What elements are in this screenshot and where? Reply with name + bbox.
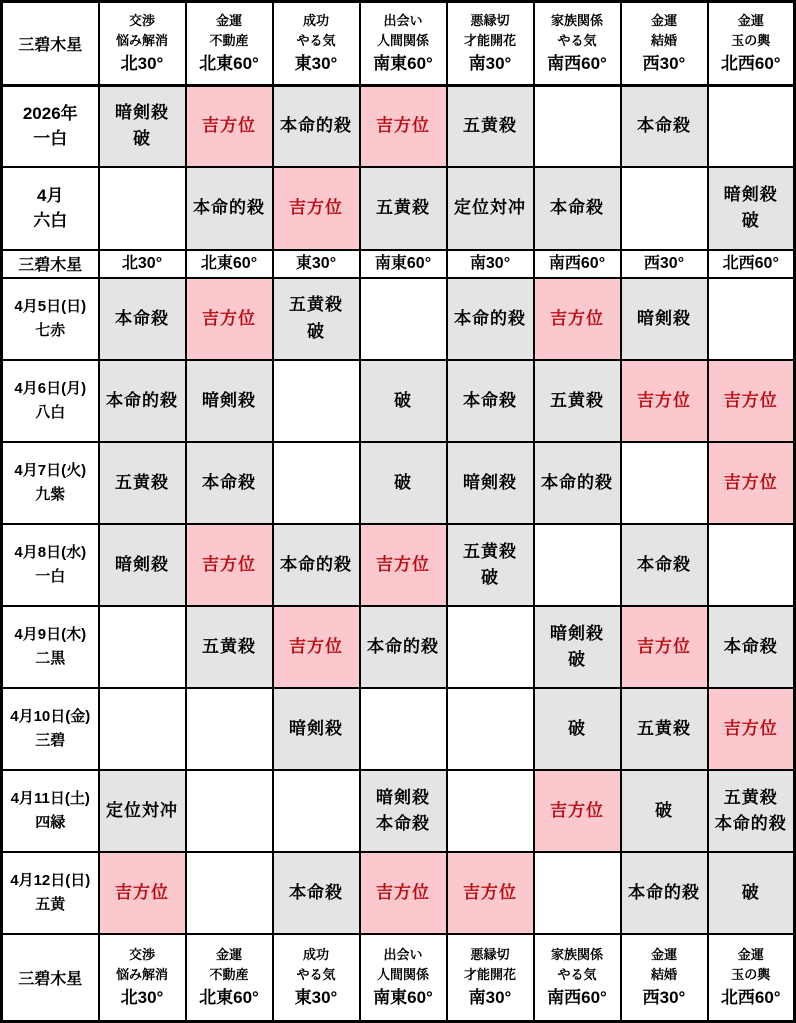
column-purpose: 成功: [302, 13, 329, 28]
fortune-cell: [99, 688, 186, 770]
direction-header-cell: [186, 250, 273, 278]
fortune-cell: [273, 688, 360, 770]
fortune-text: 五黄殺: [463, 116, 517, 136]
fortune-cell: [273, 770, 360, 852]
fortune-cell: [99, 770, 186, 852]
star-label-cell: [2, 934, 99, 1021]
fortune-cell: [534, 688, 621, 770]
row-label-date: 4月7日(火): [14, 461, 87, 479]
column-direction: 北西60°: [720, 54, 781, 74]
star-label: 三碧木星: [18, 971, 83, 989]
fortune-cell: [534, 167, 621, 250]
column-purpose: 不動産: [209, 967, 249, 983]
fortune-text: 本命的殺: [541, 472, 613, 492]
fortune-text: 破: [741, 883, 760, 903]
row-label-date: 4月9日(木): [14, 626, 87, 644]
column-purpose: 交渉: [128, 13, 155, 28]
column-purpose: 才能開花: [463, 967, 516, 983]
fortune-cell: [534, 278, 621, 360]
lucky-direction-text: 吉方位: [376, 554, 430, 574]
direction-label: 南東60°: [374, 254, 432, 272]
fortune-text: 破: [481, 568, 499, 588]
row-label-cell: [2, 167, 99, 250]
column-purpose: 才能開花: [463, 33, 516, 49]
column-purpose: やる気: [557, 33, 597, 49]
fortune-cell: [99, 86, 186, 167]
column-purpose: 金運: [737, 947, 764, 963]
column-purpose: 家族関係: [550, 947, 603, 963]
fortune-text: 本命的殺: [454, 308, 526, 328]
fortune-cell: [621, 770, 708, 852]
fortune-cell: [273, 278, 360, 360]
fortune-cell: [447, 442, 534, 524]
lucky-direction-text: 吉方位: [376, 883, 430, 903]
fortune-cell: [621, 688, 708, 770]
fortune-cell: [186, 278, 273, 360]
column-header-cell: [534, 934, 621, 1021]
fortune-cell: [708, 360, 795, 442]
lucky-direction-text: 吉方位: [202, 554, 256, 574]
fortune-text: 本命殺: [723, 636, 778, 656]
fortune-text: 本命的殺: [106, 390, 178, 410]
direction-label: 西30°: [643, 254, 685, 272]
table-row: [2, 688, 795, 770]
row-label-star: 五黄: [35, 896, 66, 914]
row-label-cell: [2, 606, 99, 688]
lucky-direction-text: 吉方位: [202, 116, 256, 136]
fortune-cell: [447, 360, 534, 442]
row-label-date: 4月8日(水): [14, 544, 87, 562]
fortune-cell: [534, 524, 621, 606]
fortune-text: 破: [394, 472, 412, 492]
row-label-star: 八白: [35, 403, 66, 421]
fortune-text: 本命的殺: [714, 814, 787, 834]
direction-label: 北西60°: [722, 254, 779, 272]
table-row: [2, 167, 795, 250]
row-label-star: 六白: [33, 211, 68, 231]
fortune-cell: [99, 360, 186, 442]
lucky-direction-text: 吉方位: [463, 883, 517, 903]
column-purpose: 出会い: [383, 13, 423, 28]
column-direction: 南西60°: [547, 988, 607, 1008]
fortune-cell: [186, 606, 273, 688]
column-direction: 南30°: [468, 54, 512, 74]
fortune-cell: [621, 606, 708, 688]
fortune-text: 五黄殺: [115, 472, 169, 492]
row-label-star: 一白: [33, 129, 68, 149]
footer-row: [2, 934, 795, 1021]
column-direction: 南30°: [468, 988, 512, 1008]
lucky-direction-text: 吉方位: [723, 390, 778, 410]
column-direction: 北30°: [120, 988, 164, 1008]
column-direction: 北東60°: [199, 988, 259, 1008]
column-header-cell: [273, 934, 360, 1021]
fortune-cell: [360, 86, 447, 167]
row-label-cell: [2, 770, 99, 852]
table-row: [2, 442, 795, 524]
column-purpose: やる気: [296, 33, 336, 49]
fortune-cell: [621, 86, 708, 167]
direction-label: 東30°: [295, 254, 337, 272]
lucky-direction-text: 吉方位: [115, 883, 169, 903]
fortune-cell: [273, 442, 360, 524]
column-purpose: 玉の輿: [731, 967, 771, 983]
row-label-cell: [2, 688, 99, 770]
fortune-cell: [360, 278, 447, 360]
fortune-cell: [360, 606, 447, 688]
column-purpose: 金運: [737, 13, 764, 28]
lucky-direction-text: 吉方位: [637, 636, 691, 656]
fortune-cell: [99, 167, 186, 250]
fortune-cell: [186, 442, 273, 524]
fortune-text: 暗剣殺: [115, 103, 169, 123]
column-header-cell: [99, 934, 186, 1021]
fortune-text: 本命的殺: [367, 636, 439, 656]
column-purpose: 交渉: [128, 947, 155, 963]
star-label: 三碧木星: [18, 257, 83, 275]
fortune-cell: [534, 770, 621, 852]
column-purpose: 結婚: [650, 967, 677, 983]
direction-header-cell: [534, 250, 621, 278]
column-direction: 西30°: [642, 54, 686, 74]
fortune-text: 定位対冲: [106, 801, 178, 821]
fortune-cell: [186, 86, 273, 167]
fortune-text: 破: [394, 390, 412, 410]
fortune-cell: [708, 442, 795, 524]
column-purpose: 結婚: [650, 33, 677, 49]
lucky-direction-text: 吉方位: [289, 198, 343, 218]
fortune-cell: [273, 606, 360, 688]
table-row: [2, 852, 795, 934]
fortune-cell: [708, 86, 795, 167]
column-header-cell: [708, 934, 795, 1021]
fortune-cell: [99, 442, 186, 524]
fortune-text: 破: [568, 719, 586, 738]
fortune-text: 破: [568, 650, 586, 670]
fortune-text: 五黄殺: [202, 636, 256, 656]
fortune-cell: [273, 167, 360, 250]
fortune-cell: [621, 167, 708, 250]
fortune-cell: [621, 278, 708, 360]
lucky-direction-text: 吉方位: [723, 472, 778, 492]
fortune-cell: [360, 524, 447, 606]
column-direction: 北30°: [120, 54, 164, 74]
row-label-cell: [2, 442, 99, 524]
column-purpose: やる気: [296, 967, 336, 983]
fortune-cell: [360, 360, 447, 442]
direction-header-cell: [447, 250, 534, 278]
lucky-direction-text: 吉方位: [637, 390, 691, 410]
row-label-date: 4月10日(金): [10, 708, 91, 726]
fortune-text: 破: [133, 129, 151, 149]
column-header-cell: [621, 934, 708, 1021]
row-label-star: 四緑: [35, 814, 66, 832]
column-purpose: 人間関係: [376, 967, 429, 983]
column-direction: 北東60°: [199, 54, 259, 74]
lucky-direction-text: 吉方位: [202, 308, 256, 328]
fortune-cell: [99, 278, 186, 360]
fortune-text: 暗剣殺: [289, 719, 343, 738]
column-direction: 南東60°: [373, 54, 433, 74]
fortune-cell: [708, 278, 795, 360]
column-header-cell: [360, 934, 447, 1021]
row-label-date: 4月11日(土): [10, 790, 90, 808]
header-row: [2, 2, 795, 86]
direction-header-cell: [360, 250, 447, 278]
fortune-cell: [708, 524, 795, 606]
column-header-cell: [621, 2, 708, 86]
lucky-direction-text: 吉方位: [289, 636, 343, 656]
column-direction: 南西60°: [547, 54, 607, 74]
row-label-star: 九紫: [35, 485, 66, 503]
fortune-cell: [273, 360, 360, 442]
fortune-text: 本命殺: [637, 554, 691, 574]
fortune-text: 五黄殺: [723, 787, 778, 807]
column-purpose: 悩み解消: [115, 967, 168, 983]
column-direction: 西30°: [642, 988, 686, 1008]
fortune-text: 本命的殺: [280, 116, 352, 136]
column-purpose: 悪縁切: [470, 13, 510, 28]
fortune-cell: [360, 167, 447, 250]
fortune-text: 本命的殺: [628, 883, 700, 903]
fortune-text: 五黄殺: [463, 541, 517, 561]
fortune-cell: [708, 167, 795, 250]
fortune-cell: [447, 770, 534, 852]
fortune-text: 本命的殺: [280, 554, 352, 574]
direction-label: 南30°: [469, 254, 511, 272]
fortune-text: 暗剣殺: [376, 787, 430, 807]
fortune-cell: [360, 688, 447, 770]
column-purpose: 金運: [650, 13, 677, 28]
fortune-text: 本命殺: [637, 116, 691, 136]
row-label-cell: [2, 86, 99, 167]
fortune-text: 暗剣殺: [550, 623, 604, 643]
fortune-cell: [534, 442, 621, 524]
table-row: [2, 86, 795, 167]
column-header-cell: [273, 2, 360, 86]
direction-label: 北30°: [121, 254, 163, 272]
row-label-cell: [2, 852, 99, 934]
fortune-text: 破: [655, 801, 673, 821]
direction-header-cell: [99, 250, 186, 278]
lucky-direction-text: 吉方位: [550, 801, 604, 821]
column-header-cell: [447, 2, 534, 86]
fortune-text: 五黄殺: [376, 198, 430, 218]
star-label-cell: [2, 2, 99, 86]
column-purpose: 不動産: [209, 33, 249, 49]
fortune-cell: [534, 606, 621, 688]
fortune-text: 五黄殺: [289, 295, 343, 315]
direction-header-cell: [708, 250, 795, 278]
fortune-text: 本命殺: [289, 883, 343, 903]
fortune-text: 本命殺: [463, 390, 517, 410]
column-header-cell: [186, 2, 273, 86]
row-label-date: 4月6日(月): [14, 379, 87, 397]
column-purpose: 玉の輿: [731, 33, 771, 49]
fortune-text: 五黄殺: [550, 390, 604, 410]
lucky-direction-text: 吉方位: [550, 308, 604, 328]
table-row: [2, 278, 795, 360]
fortune-cell: [186, 852, 273, 934]
mid-header-row: [2, 250, 795, 278]
row-label-star: 一白: [35, 568, 66, 586]
column-purpose: 金運: [215, 13, 242, 28]
column-header-cell: [534, 2, 621, 86]
fortune-text: 暗剣殺: [202, 390, 256, 410]
star-label: 三碧木星: [18, 37, 83, 55]
fortune-text: 暗剣殺: [115, 554, 169, 574]
row-label-date: 4月12日(日): [10, 872, 91, 890]
fortune-cell: [186, 524, 273, 606]
direction-label: 南西60°: [548, 254, 606, 272]
fortune-cell: [186, 360, 273, 442]
fortune-text: 破: [741, 211, 760, 231]
row-label-star: 三碧: [35, 732, 66, 750]
fortune-cell: [447, 167, 534, 250]
column-header-cell: [708, 2, 795, 86]
fortune-cell: [621, 442, 708, 524]
column-purpose: 出会い: [383, 947, 423, 963]
table-row: [2, 770, 795, 852]
table-row: [2, 524, 795, 606]
column-header-cell: [186, 934, 273, 1021]
star-label-cell: [2, 250, 99, 278]
fortune-cell: [708, 852, 795, 934]
fortune-text: 暗剣殺: [723, 184, 778, 204]
fortune-cell: [447, 606, 534, 688]
column-purpose: 悪縁切: [470, 947, 510, 963]
column-purpose: 悩み解消: [115, 33, 168, 49]
column-direction: 北西60°: [720, 988, 781, 1008]
direction-header-cell: [273, 250, 360, 278]
fortune-table-body: [2, 2, 795, 1022]
fortune-text: 本命殺: [202, 472, 256, 492]
fortune-cell: [273, 86, 360, 167]
fortune-cell: [708, 770, 795, 852]
fortune-cell: [534, 360, 621, 442]
fortune-text: 本命的殺: [193, 198, 265, 218]
column-header-cell: [360, 2, 447, 86]
row-label-star: 二黒: [35, 650, 66, 668]
column-purpose: 金運: [215, 947, 242, 963]
row-label-cell: [2, 524, 99, 606]
fortune-cell: [360, 770, 447, 852]
column-purpose: 家族関係: [550, 13, 603, 28]
fortune-cell: [186, 688, 273, 770]
fortune-cell: [273, 852, 360, 934]
fortune-cell: [447, 86, 534, 167]
column-purpose: 金運: [650, 947, 677, 963]
fortune-cell: [273, 524, 360, 606]
fortune-cell: [360, 442, 447, 524]
fortune-cell: [621, 852, 708, 934]
fortune-text: 破: [307, 321, 325, 341]
fortune-text: 定位対冲: [454, 198, 526, 218]
fortune-cell: [99, 606, 186, 688]
table-row: [2, 606, 795, 688]
fortune-cell: [99, 852, 186, 934]
row-label-star: 七赤: [35, 321, 66, 339]
row-label-date: 4月5日(日): [14, 297, 87, 315]
column-purpose: 人間関係: [376, 33, 429, 49]
fortune-cell: [99, 524, 186, 606]
fortune-cell: [621, 524, 708, 606]
fortune-cell: [186, 167, 273, 250]
fortune-cell: [447, 524, 534, 606]
lucky-direction-text: 吉方位: [723, 719, 778, 738]
column-direction: 東30°: [294, 54, 338, 74]
column-direction: 南東60°: [373, 988, 433, 1008]
fortune-cell: [534, 86, 621, 167]
column-header-cell: [99, 2, 186, 86]
column-purpose: やる気: [557, 967, 597, 983]
fortune-cell: [447, 852, 534, 934]
column-purpose: 成功: [302, 947, 329, 963]
fortune-text: 暗剣殺: [637, 308, 691, 328]
fortune-cell: [186, 770, 273, 852]
fortune-cell: [534, 852, 621, 934]
fortune-cell: [708, 688, 795, 770]
fortune-text: 本命殺: [115, 308, 169, 328]
row-label-date: 2026年: [22, 103, 78, 123]
lucky-direction-text: 吉方位: [376, 116, 430, 136]
column-direction: 東30°: [294, 988, 338, 1008]
fortune-text: 暗剣殺: [463, 472, 517, 492]
direction-label: 北東60°: [200, 254, 258, 272]
fortune-cell: [447, 278, 534, 360]
table-row: [2, 360, 795, 442]
row-label-cell: [2, 278, 99, 360]
fortune-cell: [708, 606, 795, 688]
row-label-date: 4月: [37, 185, 64, 205]
fortune-cell: [621, 360, 708, 442]
fortune-text: 五黄殺: [637, 719, 691, 738]
column-header-cell: [447, 934, 534, 1021]
direction-header-cell: [621, 250, 708, 278]
row-label-cell: [2, 360, 99, 442]
fortune-cell: [447, 688, 534, 770]
fortune-cell: [360, 852, 447, 934]
fortune-text: 本命殺: [550, 198, 604, 218]
fortune-text: 本命殺: [376, 814, 430, 834]
